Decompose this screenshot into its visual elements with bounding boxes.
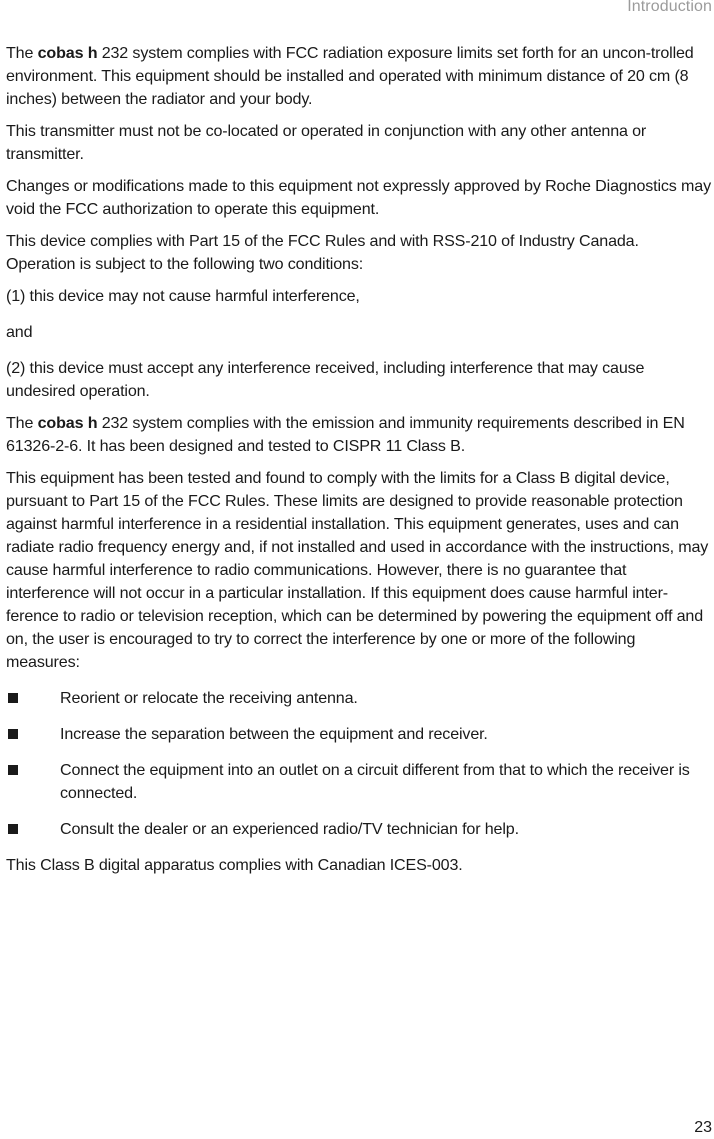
paragraph-class-b: This equipment has been tested and found to comply with the limits for a Class B digital device, pursuant to Part 15 of the FCC Rules. These limits are designed to provide reasonable protection against harmful interference in a residential installation. This equipment generates, uses and can radiate radio frequency energy and, if not installed and used in accordance with the instructions, may cause harmful interference to radio communications. However, there is no guarantee that interference will not occur in a particular installation. If this equipment does cause harmful inter-ference to radio or television reception, which can be determined by powering the equipment off and on, the user is encouraged to try to correct the interference by one or more of the following measures:	[6, 469, 709, 671]
measures-list	[6, 687, 712, 841]
list-item-text: Connect the equipment into an outlet on a circuit different from that to which the receiver is connected.	[60, 761, 690, 802]
bullet-square-icon	[8, 824, 18, 834]
paragraph-part15: This device complies with Part 15 of the FCC Rules and with RSS-210 of Industry Canada. Operation is subject to the following two conditions:	[6, 232, 639, 273]
list-item	[6, 723, 712, 746]
list-item	[6, 759, 712, 805]
bullet-square-icon	[8, 729, 18, 739]
paragraph-and: and	[6, 323, 33, 341]
bullet-square-icon	[8, 693, 18, 703]
paragraph-colocation: This transmitter must not be co-located or operated in conjunction with any other antenna or transmitter.	[6, 122, 647, 163]
paragraph-fcc-exposure	[6, 42, 712, 111]
document-body	[6, 42, 712, 886]
text-body: 232 system complies with the emission and immunity requirements described in EN 61326-2-6. It has been designed and tested to CISPR 11 Class B.	[6, 414, 685, 455]
list-item-text: Reorient or relocate the receiving antenna.	[60, 689, 358, 707]
paragraph-condition-2: (2) this device must accept any interference received, including interference that may cause undesired operation.	[6, 359, 645, 400]
running-header: Introduction	[627, 0, 712, 15]
bullet-square-icon	[8, 765, 18, 775]
list-item	[6, 818, 712, 841]
list-item	[6, 687, 712, 710]
paragraph-condition-1: (1) this device may not cause harmful interference,	[6, 287, 360, 305]
page-number: 23	[694, 1119, 712, 1136]
text-body: 232 system complies with FCC radiation exposure limits set forth for an uncon-trolled environment. This equipment should be installed and operated with minimum distance of 20 cm (8 inches) between the radiator and your body.	[6, 44, 694, 108]
list-item-text: Consult the dealer or an experienced radio/TV technician for help.	[60, 820, 519, 838]
product-name: cobas h	[37, 44, 98, 62]
list-item-text: Increase the separation between the equipment and receiver.	[60, 725, 488, 743]
product-name: cobas h	[37, 414, 98, 432]
text-prefix: The	[6, 44, 38, 62]
paragraph-ices: This Class B digital apparatus complies with Canadian ICES-003.	[6, 856, 463, 874]
text-prefix: The	[6, 414, 38, 432]
paragraph-emission	[6, 412, 712, 458]
paragraph-modifications: Changes or modifications made to this equipment not expressly approved by Roche Diagnostics may void the FCC authorization to operate this equipment.	[6, 177, 711, 218]
